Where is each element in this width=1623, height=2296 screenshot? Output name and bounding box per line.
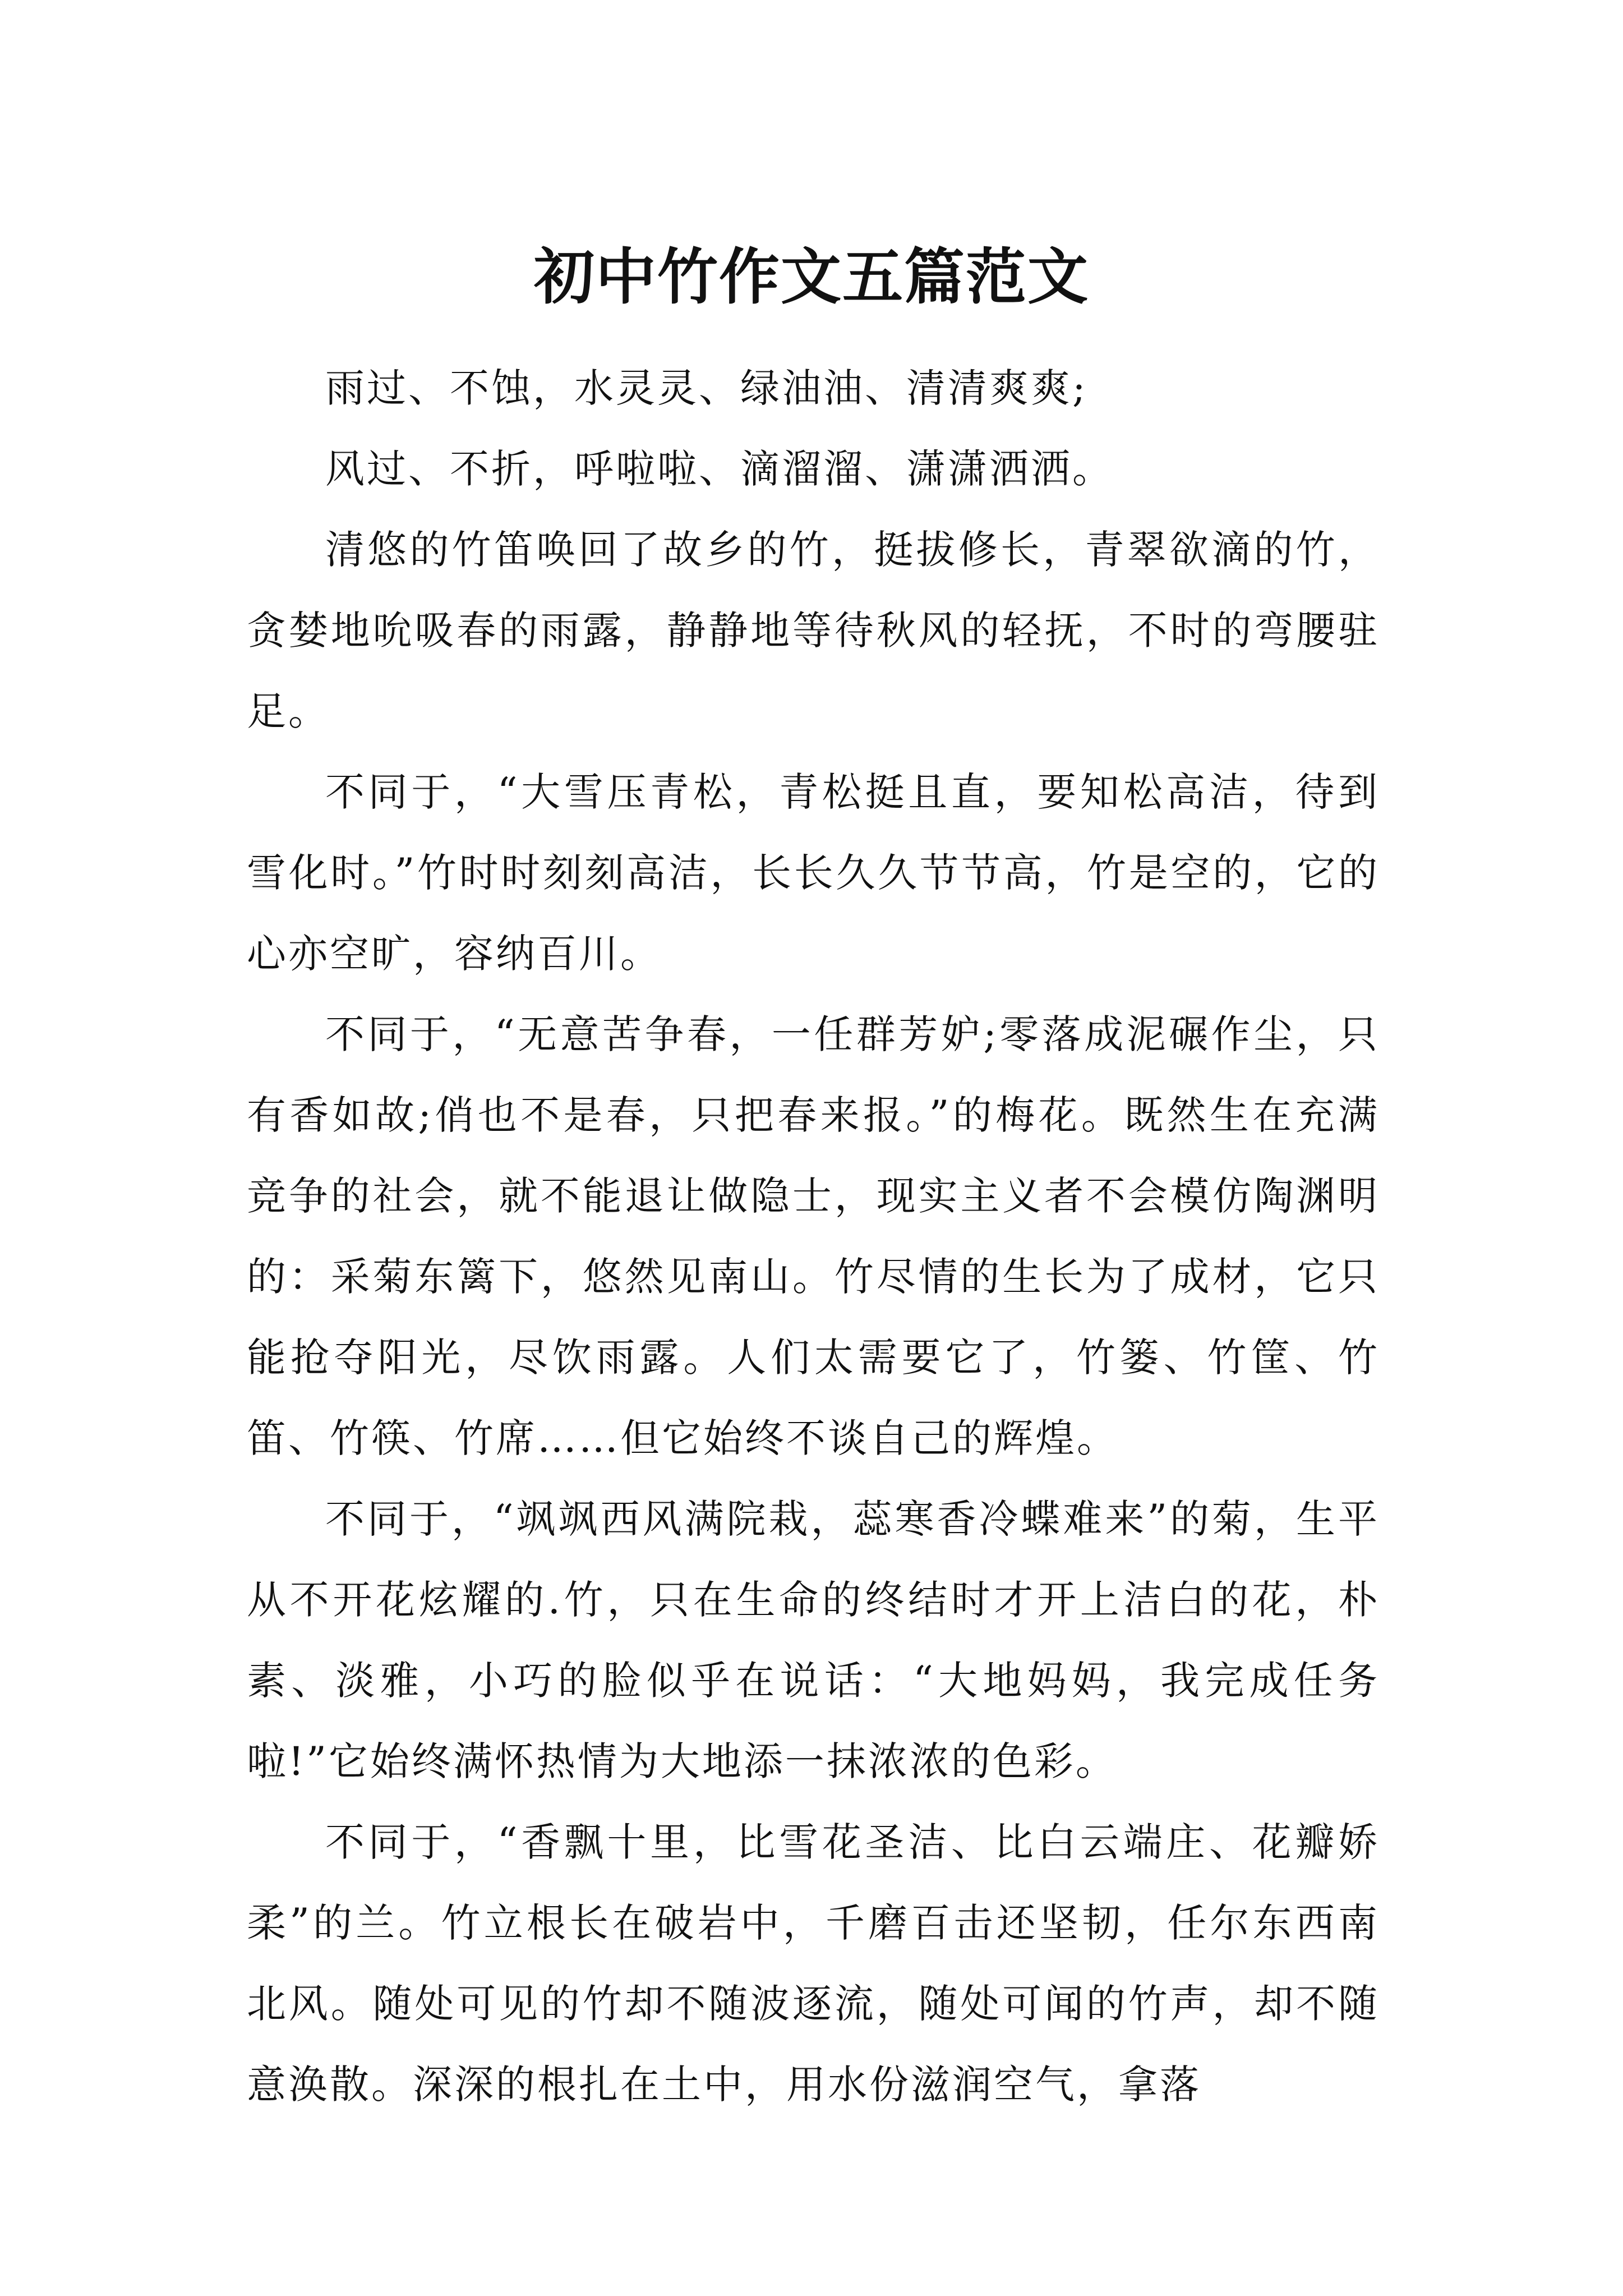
paragraph: 不同于，“大雪压青松，青松挺且直，要知松高洁，待到雪化时。”竹时时刻刻高洁，长长久久节节高，竹是空的，它的心亦空旷，容纳百川。 [247,769,1380,977]
paragraph: 雨过、不蚀，水灵灵、绿油油、清清爽爽; [325,365,1088,411]
paragraph: 不同于，“无意苦争春，一任群芳妒;零落成泥碾作尘，只有香如故;俏也不是春，只把春来报。”的梅花。既然生在充满竞争的社会，就不能退让做隐士，现实主义者不会模仿陶渊明的：采菊东篱下，悠然见南山。竹尽情的生长为了成材，它只能抢夺阳光，尽饮雨露。人们太需要它了，竹篓、竹筐、竹笛、竹筷、竹席……但它始终不谈自己的辉煌。 [247,1011,1380,1461]
paragraph: 不同于，“飒飒西风满院栽，蕊寒香冷蝶难来”的菊，生平从不开花炫耀的.竹，只在生命的终结时才开上洁白的花，朴素、淡雅，小巧的脸似乎在说话：“大地妈妈，我完成任务啦!”它始终满怀热情为大地添一抹浓浓的色彩。 [247,1496,1380,1784]
paragraph: 风过、不折，呼啦啦、滴溜溜、潇潇洒洒。 [325,446,1114,492]
paragraph: 不同于，“香飘十里，比雪花圣洁、比白云端庄、花瓣娇柔”的兰。竹立根长在破岩中，千磨百击还坚韧，任尔东西南北风。随处可见的竹却不随波逐流，随处可闻的竹声，却不随意涣散。深深的根扎在土中，用水份滋润空气，拿落 [247,1819,1380,2108]
paragraph: 清悠的竹笛唤回了故乡的竹，挺拔修长，青翠欲滴的竹，贪婪地吮吸春的雨露，静静地等待秋风的轻抚，不时的弯腰驻足。 [247,527,1380,734]
document-body [247,348,1380,2125]
document-title: 初中竹作文五篇范文 [533,242,1089,313]
